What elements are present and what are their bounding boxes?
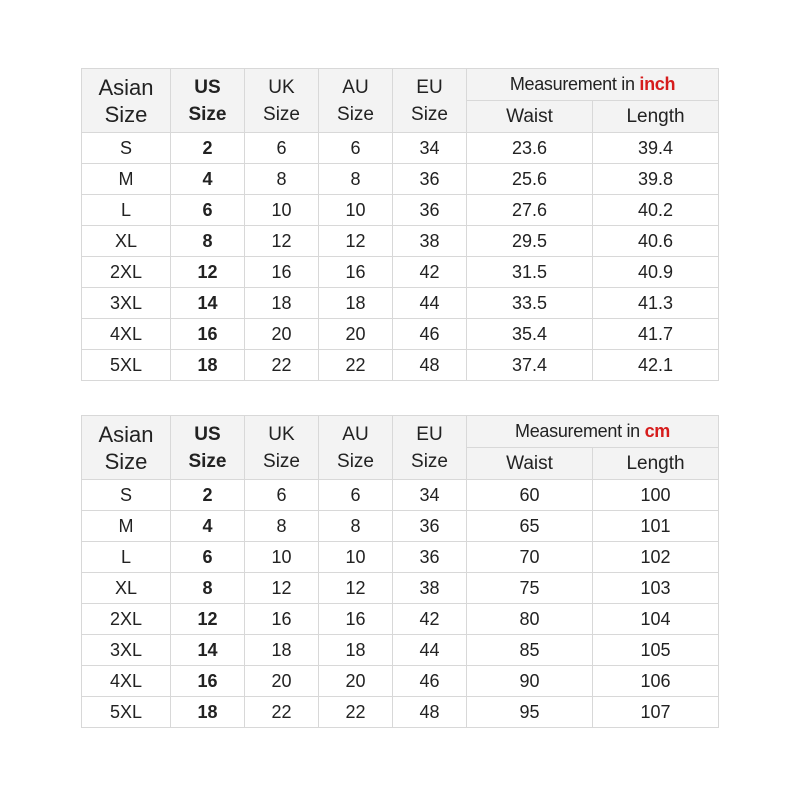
measurement-prefix: Measurement in [509,74,635,94]
table-row [82,133,719,164]
asian-size-cell: S [82,133,171,164]
length-cell: 104 [593,604,719,635]
uk-size-cell: 10 [245,542,319,573]
au-size-header-line2: Size [337,103,374,125]
waist-cell: 37.4 [467,350,593,381]
au-size-header-line1: AU [342,423,369,445]
uk-size-cell: 10 [245,195,319,226]
asian-size-cell: 4XL [82,319,171,350]
asian-size-cell: M [82,164,171,195]
waist-cell: 27.6 [467,195,593,226]
table-row [82,604,719,635]
eu-size-cell: 42 [393,257,467,288]
au-size-cell: 6 [319,480,393,511]
au-size-header-line1: AU [342,76,369,98]
waist-cell: 33.5 [467,288,593,319]
us-size-cell: 18 [171,350,245,381]
us-size-header [171,69,245,133]
waist-cell: 95 [467,697,593,728]
eu-size-cell: 46 [393,666,467,697]
table-row [82,635,719,666]
uk-size-cell: 12 [245,573,319,604]
table-row [82,195,719,226]
asian-size-header-line1: Asian [98,421,154,447]
eu-size-cell: 34 [393,480,467,511]
table-row [82,164,719,195]
table-row [82,573,719,604]
waist-cell: 90 [467,666,593,697]
asian-size-header-line1: Asian [98,74,154,100]
waist-cell: 80 [467,604,593,635]
asian-size-cell: 2XL [82,257,171,288]
length-cell: 100 [593,480,719,511]
us-size-header-line2: Size [188,450,227,472]
au-size-cell: 8 [319,511,393,542]
us-size-cell: 8 [171,226,245,257]
length-cell: 40.6 [593,226,719,257]
cm-size-table [81,415,719,728]
uk-size-cell: 22 [245,697,319,728]
length-cell: 40.9 [593,257,719,288]
length-cell: 39.8 [593,164,719,195]
eu-size-cell: 44 [393,288,467,319]
uk-size-header [245,69,319,133]
measurement-prefix: Measurement in [515,421,640,441]
us-size-cell: 2 [171,133,245,164]
asian-size-cell: 2XL [82,604,171,635]
length-cell: 42.1 [593,350,719,381]
table-row [82,480,719,511]
us-size-cell: 4 [171,511,245,542]
eu-size-cell: 46 [393,319,467,350]
asian-size-cell: XL [82,226,171,257]
us-size-cell: 12 [171,604,245,635]
us-size-cell: 18 [171,697,245,728]
table-row [82,319,719,350]
au-size-cell: 8 [319,164,393,195]
table-row [82,511,719,542]
uk-size-header-line2: Size [263,450,300,472]
us-size-cell: 6 [171,542,245,573]
table-row [82,666,719,697]
cm-table-header [82,416,719,480]
length-cell: 102 [593,542,719,573]
uk-size-cell: 6 [245,133,319,164]
table-row [82,257,719,288]
length-cell: 101 [593,511,719,542]
measurement-unit: inch [639,74,676,94]
eu-size-cell: 48 [393,350,467,381]
eu-size-cell: 44 [393,635,467,666]
au-size-header-line2: Size [337,450,374,472]
asian-size-cell: L [82,542,171,573]
asian-size-cell: 3XL [82,635,171,666]
uk-size-cell: 20 [245,666,319,697]
length-cell: 39.4 [593,133,719,164]
uk-size-cell: 18 [245,635,319,666]
waist-cell: 23.6 [467,133,593,164]
au-size-cell: 12 [319,573,393,604]
eu-size-cell: 36 [393,195,467,226]
us-size-header [171,416,245,480]
eu-size-header-line1: EU [416,76,443,98]
au-size-header [319,69,393,133]
us-size-cell: 16 [171,666,245,697]
us-size-header-line2: Size [188,103,227,125]
us-size-cell: 14 [171,635,245,666]
us-size-header-line1: US [194,423,221,445]
eu-size-cell: 36 [393,511,467,542]
length-cell: 41.7 [593,319,719,350]
asian-size-cell: 5XL [82,697,171,728]
eu-size-cell: 36 [393,164,467,195]
au-size-cell: 6 [319,133,393,164]
au-size-cell: 12 [319,226,393,257]
uk-size-cell: 22 [245,350,319,381]
us-size-cell: 14 [171,288,245,319]
us-size-cell: 12 [171,257,245,288]
waist-cell: 70 [467,542,593,573]
table-row [82,697,719,728]
inch-size-table [81,68,719,381]
asian-size-cell: 4XL [82,666,171,697]
waist-header: Waist [467,101,593,133]
au-size-cell: 18 [319,288,393,319]
waist-cell: 35.4 [467,319,593,350]
us-size-cell: 8 [171,573,245,604]
au-size-cell: 16 [319,257,393,288]
asian-size-cell: 3XL [82,288,171,319]
au-size-cell: 18 [319,635,393,666]
eu-size-header-line2: Size [411,450,448,472]
measurement-header [467,69,719,101]
asian-size-header-line2: Size [104,101,148,127]
uk-size-cell: 18 [245,288,319,319]
au-size-header [319,416,393,480]
au-size-cell: 16 [319,604,393,635]
eu-size-cell: 48 [393,697,467,728]
au-size-cell: 20 [319,666,393,697]
table-row [82,350,719,381]
length-cell: 103 [593,573,719,604]
waist-cell: 29.5 [467,226,593,257]
eu-size-cell: 38 [393,226,467,257]
eu-size-cell: 42 [393,604,467,635]
uk-size-header [245,416,319,480]
waist-cell: 25.6 [467,164,593,195]
eu-size-header [393,416,467,480]
us-size-cell: 2 [171,480,245,511]
uk-size-cell: 8 [245,164,319,195]
uk-size-cell: 16 [245,257,319,288]
cm-table-body [82,480,719,728]
waist-cell: 75 [467,573,593,604]
au-size-cell: 20 [319,319,393,350]
asian-size-cell: S [82,480,171,511]
waist-header: Waist [467,448,593,480]
eu-size-header-line1: EU [416,423,443,445]
table-row [82,288,719,319]
us-size-cell: 6 [171,195,245,226]
eu-size-header [393,69,467,133]
table-row [82,226,719,257]
us-size-header-line1: US [194,76,221,98]
uk-size-cell: 12 [245,226,319,257]
inch-table-header [82,69,719,133]
length-cell: 107 [593,697,719,728]
uk-size-cell: 16 [245,604,319,635]
asian-size-cell: L [82,195,171,226]
asian-size-header [82,69,171,133]
eu-size-cell: 34 [393,133,467,164]
measurement-header [467,416,719,448]
uk-size-cell: 20 [245,319,319,350]
asian-size-header [82,416,171,480]
waist-cell: 85 [467,635,593,666]
au-size-cell: 22 [319,697,393,728]
au-size-cell: 10 [319,195,393,226]
length-header: Length [593,101,719,133]
waist-cell: 65 [467,511,593,542]
uk-size-header-line2: Size [263,103,300,125]
uk-size-header-line1: UK [268,76,295,98]
asian-size-cell: M [82,511,171,542]
au-size-cell: 22 [319,350,393,381]
uk-size-cell: 8 [245,511,319,542]
au-size-cell: 10 [319,542,393,573]
asian-size-cell: 5XL [82,350,171,381]
asian-size-header-line2: Size [104,448,148,474]
length-cell: 40.2 [593,195,719,226]
eu-size-header-line2: Size [411,103,448,125]
measurement-unit: cm [644,421,670,441]
length-cell: 105 [593,635,719,666]
eu-size-cell: 36 [393,542,467,573]
length-cell: 106 [593,666,719,697]
us-size-cell: 16 [171,319,245,350]
length-header: Length [593,448,719,480]
waist-cell: 31.5 [467,257,593,288]
uk-size-cell: 6 [245,480,319,511]
table-row [82,542,719,573]
length-cell: 41.3 [593,288,719,319]
inch-table-body [82,133,719,381]
eu-size-cell: 38 [393,573,467,604]
asian-size-cell: XL [82,573,171,604]
us-size-cell: 4 [171,164,245,195]
uk-size-header-line1: UK [268,423,295,445]
waist-cell: 60 [467,480,593,511]
